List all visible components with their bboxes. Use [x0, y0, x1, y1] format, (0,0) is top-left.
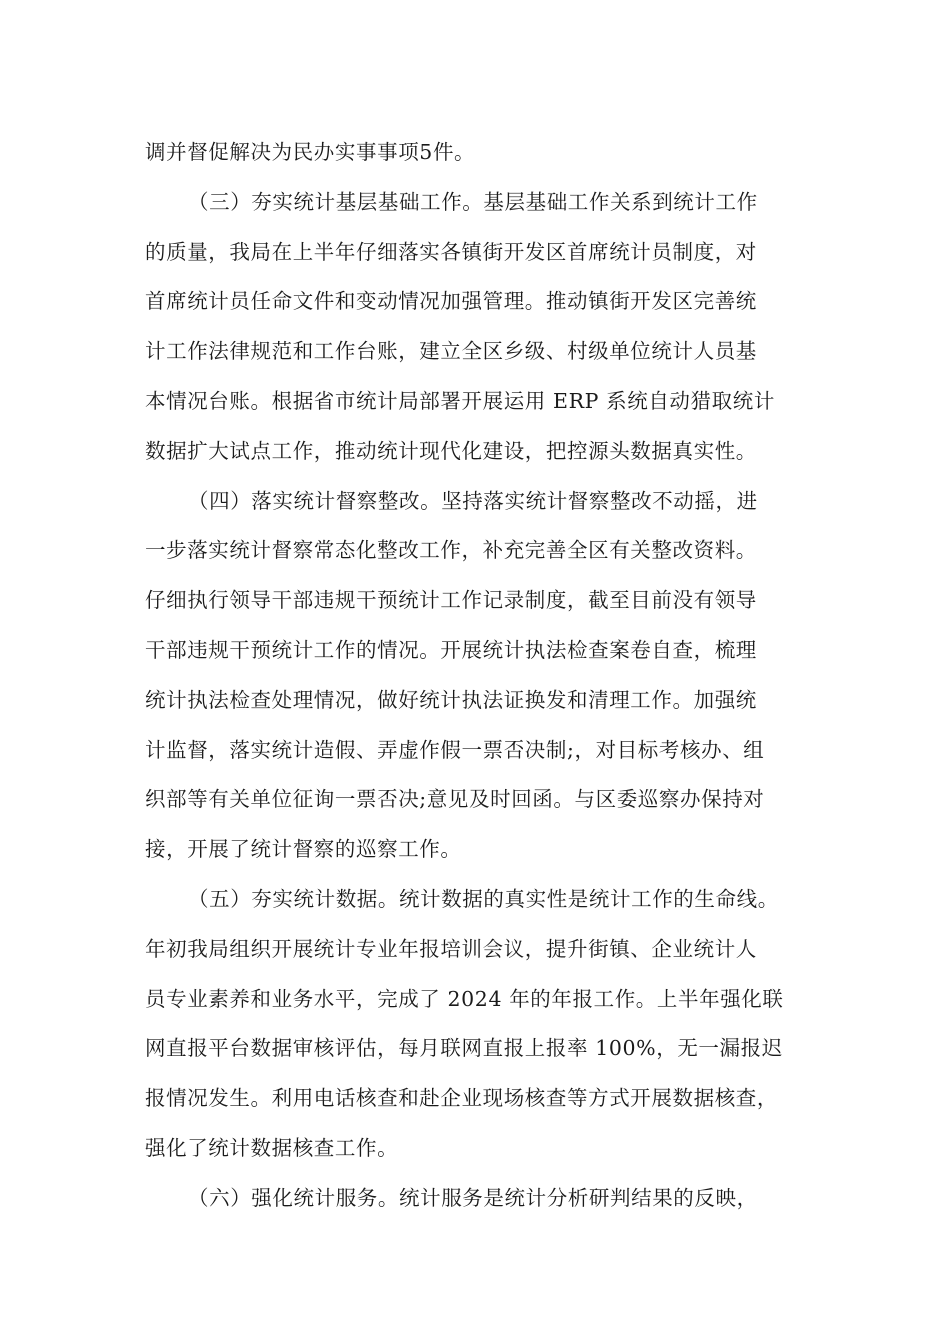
text-line: 仔细执行领导干部违规干预统计工作记录制度，截至目前没有领导 — [145, 588, 757, 613]
text-line: 数据扩大试点工作，推动统计现代化建设，把控源头数据真实性。 — [145, 438, 757, 463]
text-line: （五）夯实统计数据。统计数据的真实性是统计工作的生命线。 — [188, 886, 779, 911]
text-line: （四）落实统计督察整改。坚持落实统计督察整改不动摇，进 — [188, 488, 758, 513]
text-line: 报情况发生。利用电话核查和赴企业现场核查等方式开展数据核查， — [145, 1086, 778, 1111]
text-line: 首席统计员任命文件和变动情况加强管理。推动镇街开发区完善统 — [145, 289, 757, 314]
document-body — [145, 128, 815, 1224]
text-line: 员专业素养和业务水平，完成了 2024 年的年报工作。上半年强化联 — [145, 986, 784, 1011]
text-line: 本情况台账。根据省市统计局部署开展运用 ERP 系统自动猎取统计 — [145, 388, 775, 413]
text-line: 一步落实统计督察常态化整改工作，补充完善全区有关整改资料。 — [145, 538, 757, 563]
text-line: 干部违规干预统计工作的情况。开展统计执法检查案卷自查，梳理 — [145, 637, 757, 662]
text-line: 计监督，落实统计造假、弄虚作假一票否决制;，对目标考核办、组 — [145, 737, 765, 762]
text-line: 统计执法检查处理情况，做好统计执法证换发和清理工作。加强统 — [145, 687, 757, 712]
text-line: 强化了统计数据核查工作。 — [145, 1135, 399, 1160]
text-line: （三）夯实统计基层基础工作。基层基础工作关系到统计工作 — [188, 189, 758, 214]
text-line: 织部等有关单位征询一票否决;意见及时回函。与区委巡察办保持对 — [145, 787, 765, 812]
text-line: 计工作法律规范和工作台账，建立全区乡级、村级单位统计人员基 — [145, 339, 757, 364]
text-line: 年初我局组织开展统计专业年报培训会议，提升街镇、企业统计人 — [145, 936, 757, 961]
text-line: （六）强化统计服务。统计服务是统计分析研判结果的反映， — [188, 1185, 758, 1210]
text-line: 网直报平台数据审核评估，每月联网直报上报率 100%，无一漏报迟 — [145, 1036, 783, 1061]
text-line: 接，开展了统计督察的巡察工作。 — [145, 837, 462, 862]
text-line: 的质量，我局在上半年仔细落实各镇街开发区首席统计员制度，对 — [145, 239, 757, 264]
text-line: 调并督促解决为民办实事事项5件。 — [145, 140, 476, 164]
